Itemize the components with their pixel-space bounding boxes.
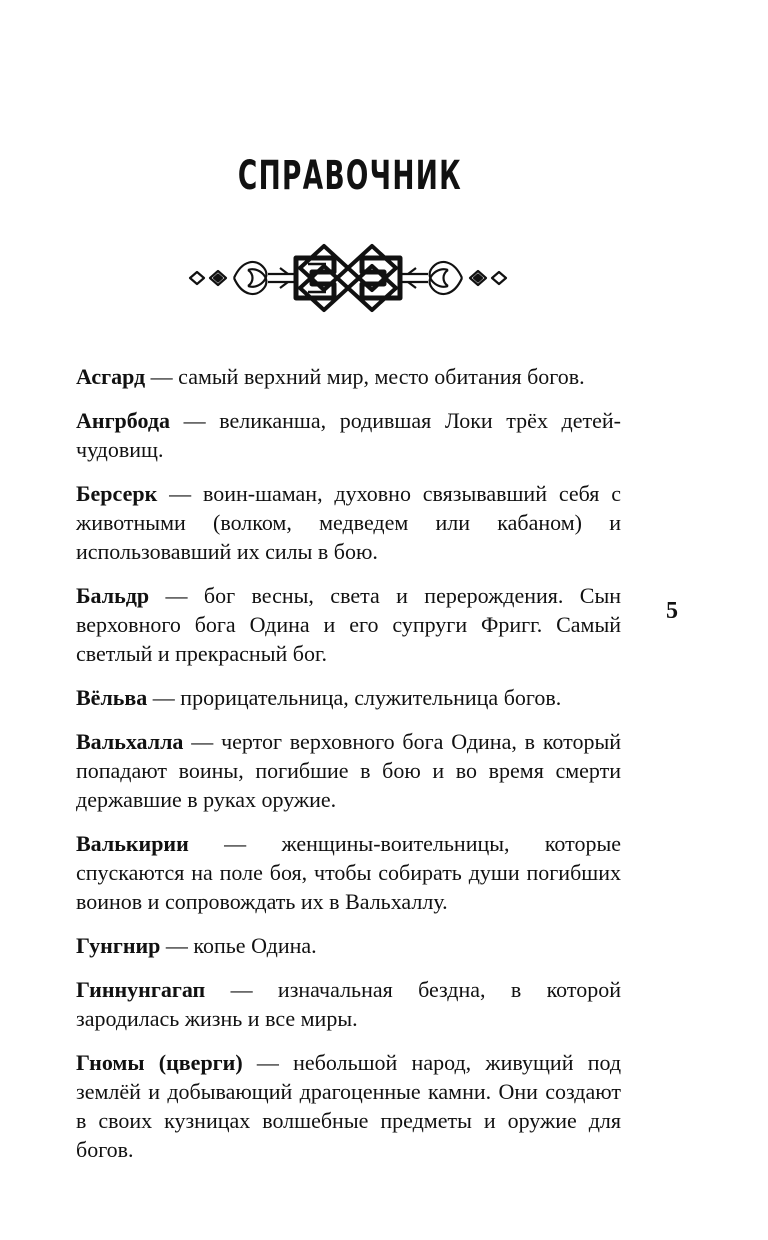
entry-term: Гномы (цверги) [76,1050,243,1075]
entry-dash: — [183,408,206,433]
entry-term: Ангрбода [76,408,170,433]
glossary-entry [76,975,621,1033]
glossary-entry [76,727,621,814]
page-number: 5 [666,598,678,624]
entry-term: Бальдр [76,583,150,608]
entry-dash: — [230,977,253,1002]
entry-dash: — [165,583,188,608]
glossary-entry [76,829,621,916]
entry-dash: — [224,831,247,856]
entry-dash: — [169,481,192,506]
glossary-entry [76,931,621,960]
entry-definition: женщины-воительницы, которые спускаются на поле боя, чтобы собирать души погибших воинов и сопровождать их в Вальхаллу. [76,831,622,914]
entry-definition: чертог верховного бога Одина, в который попадают воины, погибшие в бою и во время смерти державшие в руках оружие. [76,729,622,812]
entry-term: Берсерк [76,481,158,506]
glossary-entry [76,1048,621,1164]
entry-definition: изначальная бездна, в которой зародилась жизнь и все миры. [76,977,621,1031]
entry-dash: — [191,729,214,754]
glossary-entry [76,362,621,391]
entry-definition: прорицательница, служительница богов. [180,685,562,710]
entry-term: Вёльва [76,685,148,710]
entry-term: Асгард [76,364,146,389]
knotwork-ornament [184,238,512,318]
entry-term: Гиннунгагап [76,977,206,1002]
glossary-entry [76,406,621,464]
entry-definition: копье Одина. [193,933,317,958]
entry-definition: небольшой народ, живущий под землёй и добывающий драгоценные камни. Они создают в своих кузницах волшебные предметы и оружие для богов. [76,1050,622,1162]
entry-dash: — [165,933,188,958]
glossary-entry [76,479,621,566]
entry-term: Валькирии [76,831,189,856]
entry-term: Вальхалла [76,729,184,754]
glossary-entry [76,581,621,668]
entry-definition: великанша, родившая Локи трёх детей-чудовищ. [76,408,621,462]
glossary-entry [76,683,621,712]
entry-definition: воин-шаман, духовно связывавший себя с животными (волком, медведем или кабаном) и использовавший их силы в бою. [76,481,621,564]
entry-dash: — [152,685,175,710]
glossary-list [76,362,621,1179]
entry-term: Гунгнир [76,933,161,958]
page-title: СПРАВОЧНИК [237,153,463,199]
entry-definition: самый верхний мир, место обитания богов. [178,364,585,389]
entry-definition: бог весны, света и перерождения. Сын верховного бога Одина и его супруги Фригг. Самый светлый и прекрасный бог. [76,583,622,666]
entry-dash: — [150,364,173,389]
entry-dash: — [256,1050,279,1075]
